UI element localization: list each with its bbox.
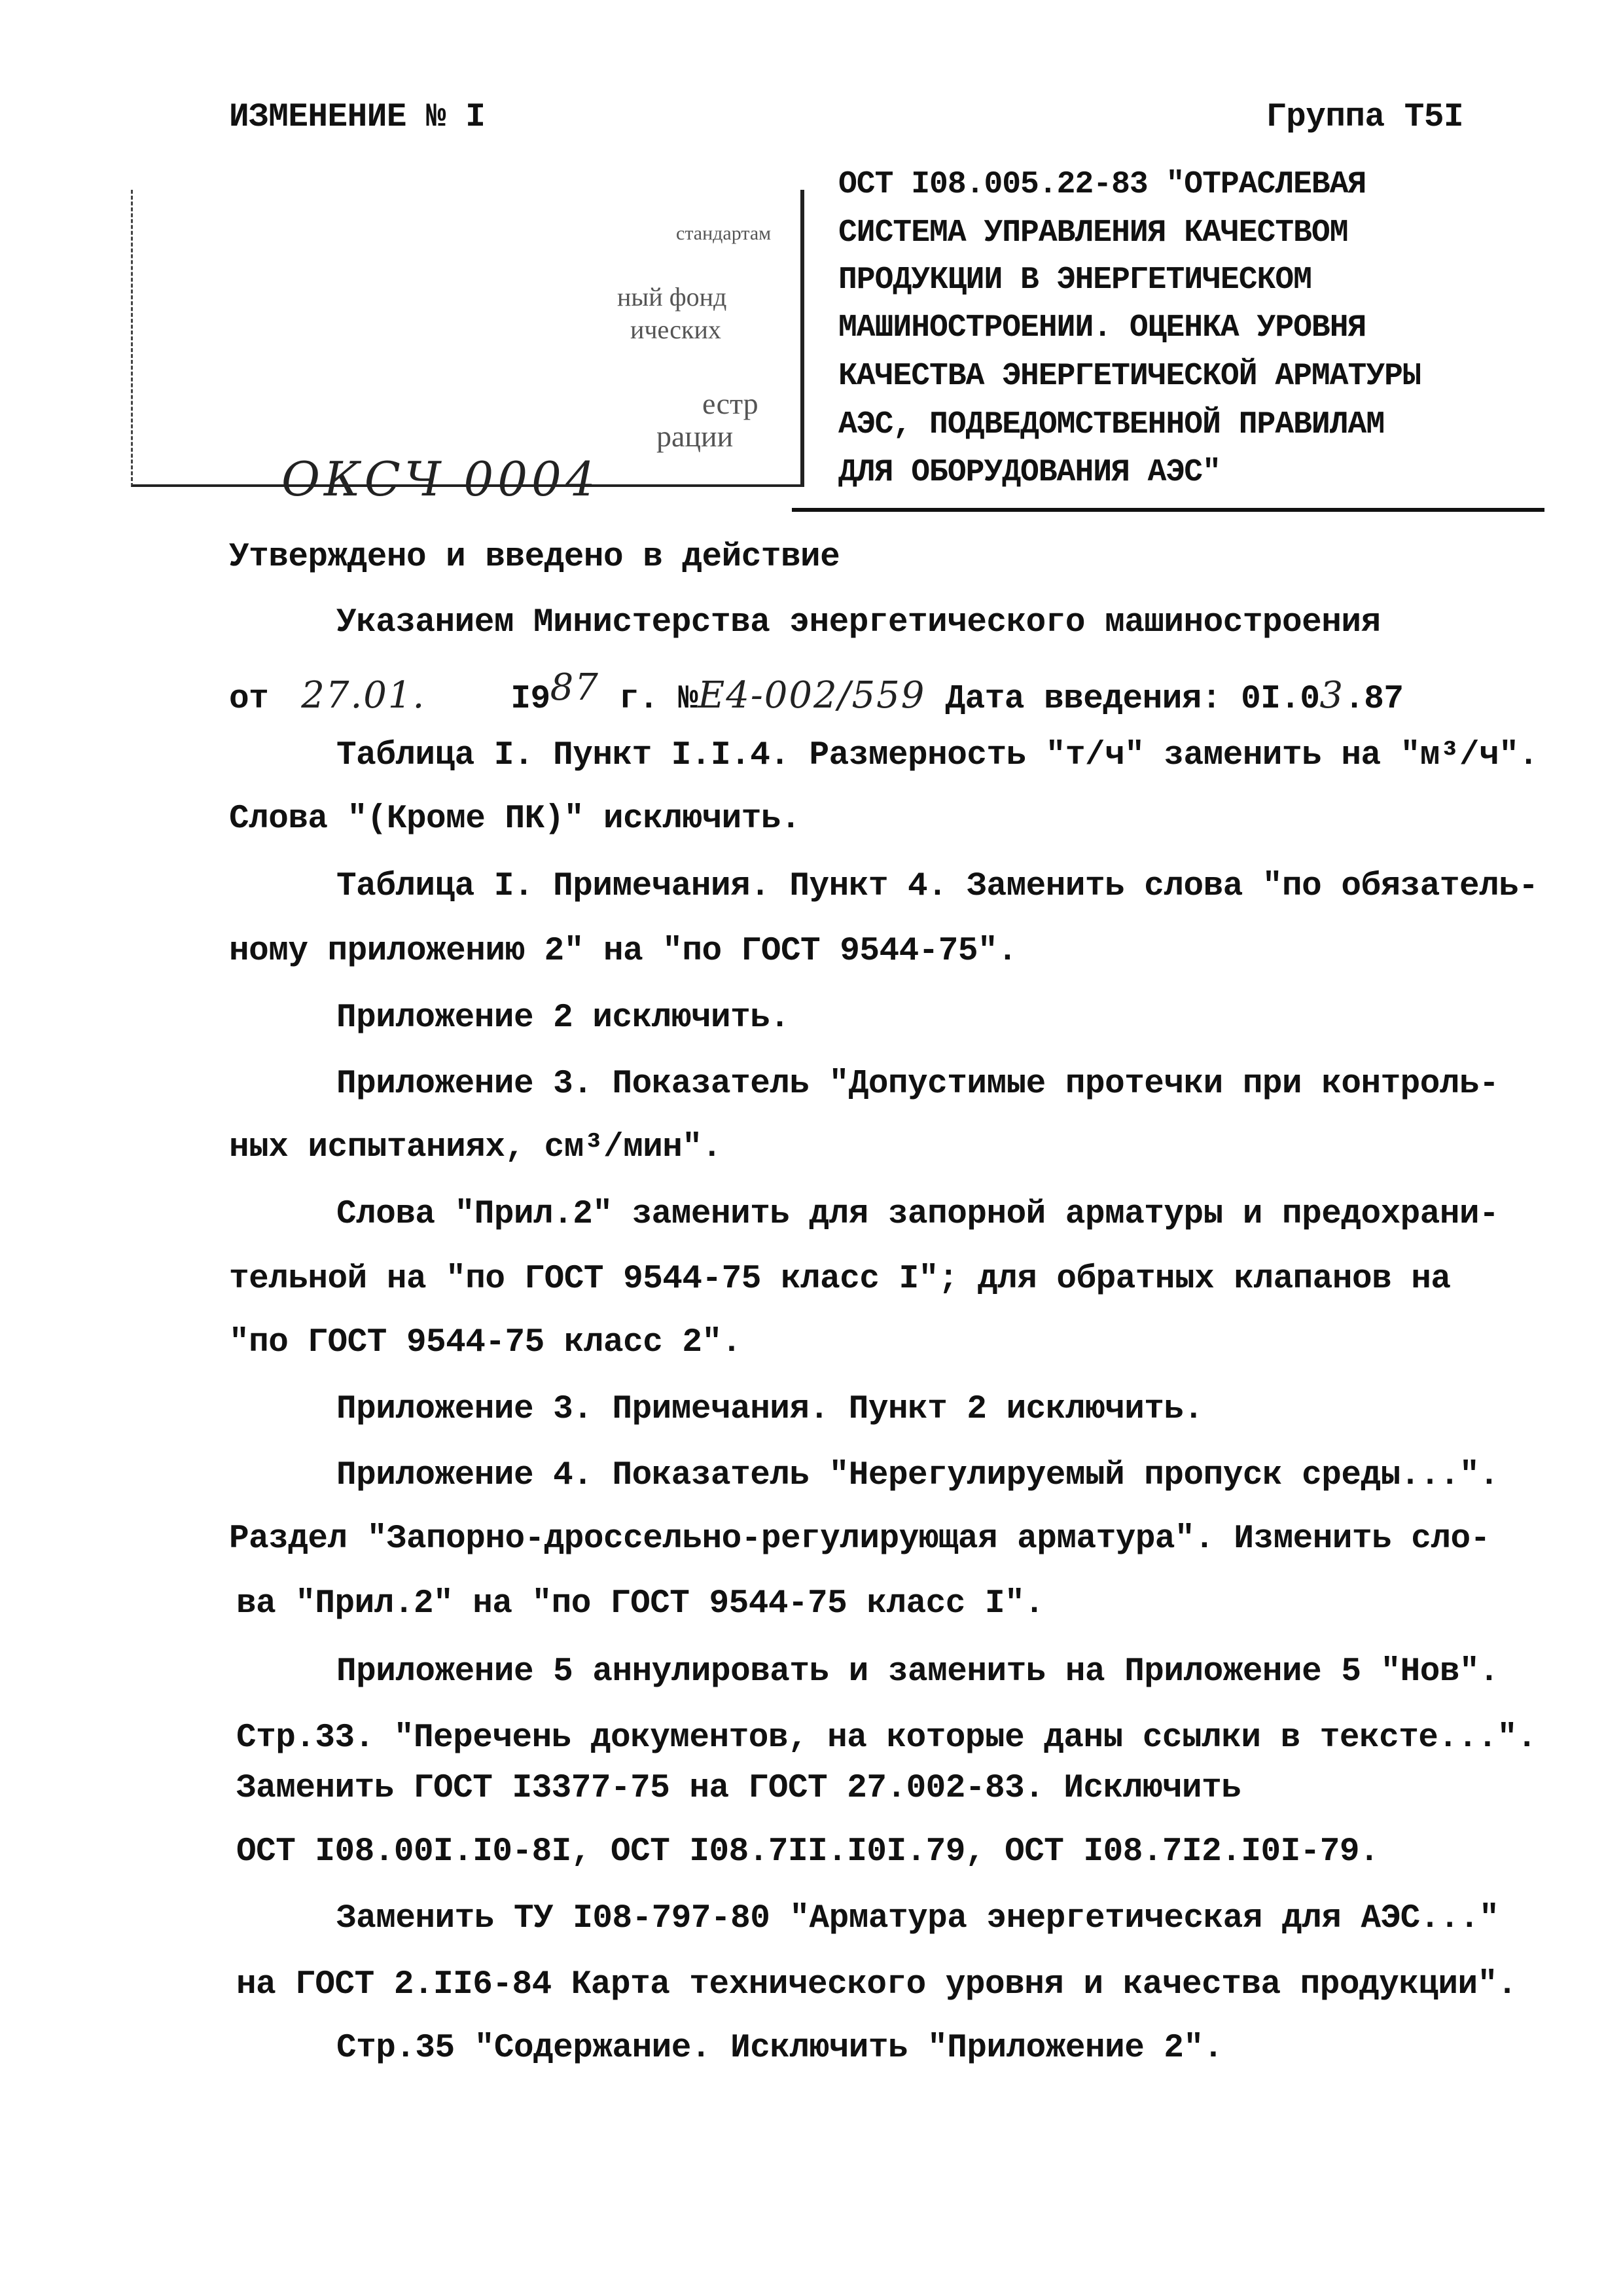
approval-line: Утверждено и введено в действие <box>229 539 840 576</box>
stamp-text: ических <box>630 315 721 344</box>
body-line: Таблица I. Примечания. Пункт 4. Заменить слова "по обязатель- <box>336 868 1539 905</box>
registration-stamp <box>131 190 804 487</box>
body-line: Заменить ГОСТ I3377-75 на ГОСТ 27.002-83. Исключить <box>236 1770 1241 1807</box>
body-line: Приложение 2 исключить. <box>336 999 790 1037</box>
approval-date-line <box>229 665 1404 723</box>
title-line: АЭС, ПОДВЕДОМСТВЕННОЙ ПРАВИЛАМ <box>838 407 1385 442</box>
body-line: Приложение 5 аннулировать и заменить на Приложение 5 "Нов". <box>336 1653 1499 1691</box>
body-line: на ГОСТ 2.II6-84 Карта технического уровня и качества продукции". <box>236 1966 1517 2003</box>
intro-month-handwritten: 3 <box>1319 674 1345 717</box>
body-line: Заменить ТУ I08-797-80 "Арматура энергетическая для АЭС..." <box>336 1900 1499 1937</box>
from-label: от <box>229 681 269 718</box>
intro-date-label: Дата введения: 0I.0 <box>925 681 1320 718</box>
stamp-text: ный фонд <box>617 282 727 312</box>
stamp-code-handwritten: ОКСЧ 0004 <box>281 452 599 507</box>
date-handwritten: 27.01. <box>301 674 426 717</box>
body-line: Приложение 3. Примечания. Пункт 2 исключить. <box>336 1391 1204 1428</box>
stamp-text: естр <box>702 387 758 420</box>
change-number: ИЗМЕНЕНИЕ № I <box>229 99 486 136</box>
body-line: Слова "Прил.2" заменить для запорной арматуры и предохрани- <box>336 1196 1499 1233</box>
intro-year: .87 <box>1344 681 1404 718</box>
body-line: ных испытаниях, см³/мин". <box>229 1129 722 1166</box>
body-line: Приложение 3. Показатель "Допустимые протечки при контроль- <box>336 1066 1499 1103</box>
body-line: Таблица I. Пункт I.I.4. Размерность "т/ч" заменить на "м³/ч". <box>336 737 1539 774</box>
title-line: МАШИНОСТРОЕНИИ. ОЦЕНКА УРОВНЯ <box>838 310 1366 346</box>
title-line: КАЧЕСТВА ЭНЕРГЕТИЧЕСКОЙ АРМАТУРЫ <box>838 359 1421 394</box>
number-label: г. № <box>599 681 698 718</box>
body-line: Стр.35 "Содержание. Исключить "Приложение 2". <box>336 2030 1223 2067</box>
title-line: ПРОДУКЦИИ В ЭНЕРГЕТИЧЕСКОМ <box>838 262 1311 298</box>
body-line: ва "Прил.2" на "по ГОСТ 9544-75 класс I". <box>236 1585 1044 1623</box>
approval-authority: Указанием Министерства энергетического машиностроения <box>336 604 1381 641</box>
body-line: Слова "(Кроме ПК)" исключить. <box>229 800 801 838</box>
body-line: Приложение 4. Показатель "Нерегулируемый пропуск среды...". <box>336 1457 1499 1494</box>
body-line: ному приложению 2" на "по ГОСТ 9544-75". <box>229 933 1018 970</box>
title-divider <box>792 508 1544 512</box>
title-line: СИСТЕМА УПРАВЛЕНИЯ КАЧЕСТВОМ <box>838 215 1348 251</box>
body-line: Раздел "Запорно-дроссельно-регулирующая арматура". Изменить сло- <box>229 1520 1490 1558</box>
number-handwritten: Е4-002/559 <box>698 674 926 717</box>
stamp-text: рации <box>656 420 734 453</box>
body-line: "по ГОСТ 9544-75 класс 2". <box>229 1324 741 1361</box>
year-handwritten: 87 <box>550 666 599 709</box>
body-line: тельной на "по ГОСТ 9544-75 класс I"; для обратных клапанов на <box>229 1261 1451 1298</box>
body-line: Стр.33. "Перечень документов, на которые даны ссылки в тексте...". <box>236 1719 1537 1757</box>
title-line: ОСТ I08.005.22-83 "ОТРАСЛЕВАЯ <box>838 167 1366 202</box>
title-line: ДЛЯ ОБОРУДОВАНИЯ АЭС" <box>838 455 1221 490</box>
year-prefix: I9 <box>510 681 550 718</box>
body-line: ОСТ I08.00I.I0-8I, ОСТ I08.7II.I0I.79, ОСТ I08.7I2.I0I-79. <box>236 1833 1380 1871</box>
group-code: Группа T5I <box>1266 99 1464 136</box>
stamp-text: стандартам <box>676 223 772 244</box>
